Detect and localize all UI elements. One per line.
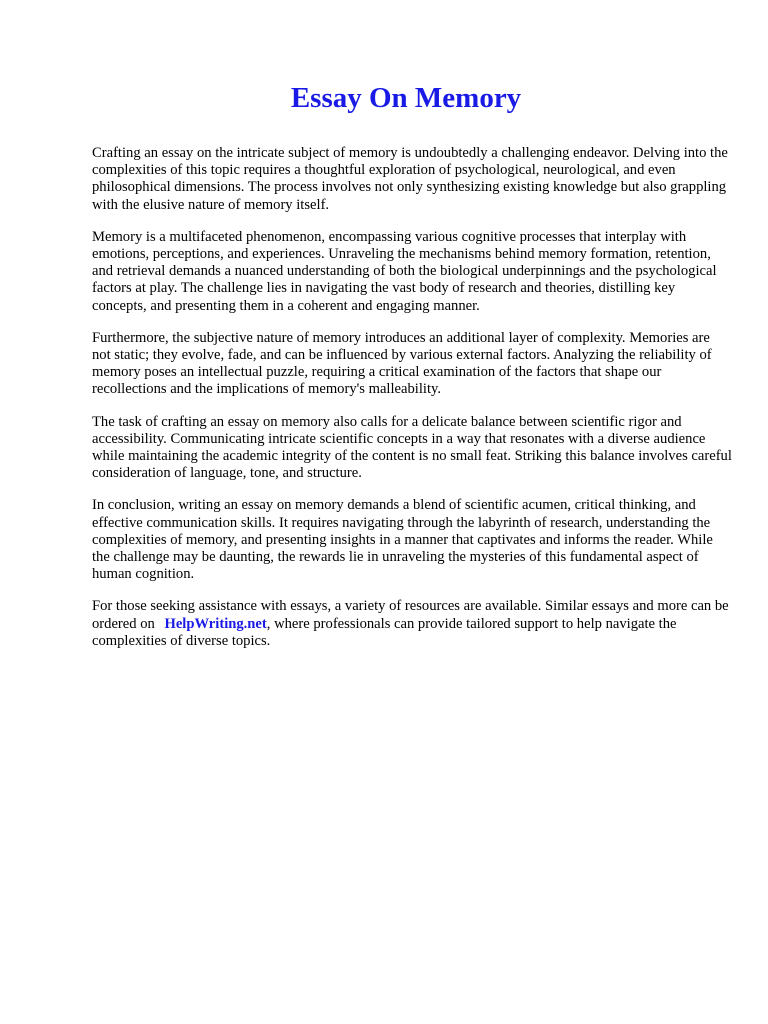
closing-text-after-link: , where professionals can provide tailored support to help navigate the complexities of diverse topics. [92,615,677,649]
helpwriting-link[interactable]: HelpWriting.net [164,615,267,632]
paragraph-1: Crafting an essay on the intricate subject of memory is undoubtedly a challenging endeavor. Delving into the complexities of this topic requires a thoughtful exploration of psychological, neurological, and even philosophical dimensions. The process involves not only synthesizing existing knowledge but also grappling with the elusive nature of memory itself. [92,145,728,213]
closing-paragraph [92,598,732,650]
paragraph-3: Furthermore, the subjective nature of memory introduces an additional layer of complexity. Memories are not static; they evolve, fade, and can be influenced by various external factors. Analyzing the reliability of memory poses an intellectual puzzle, requiring a critical examination of the factors that shape our recollections and the implications of memory's malleability. [92,329,712,398]
paragraph-5: In conclusion, writing an essay on memory demands a blend of scientific acumen, critical thinking, and effective communication skills. It requires navigating through the labyrinth of research, understanding the complexities of memory, and presenting insights in a manner that captivates and informs the reader. While the challenge may be daunting, the rewards lie in unraveling the mysteries of this fundamental aspect of human cognition. [92,497,713,583]
essay-body [92,145,732,665]
page-title: Essay On Memory [290,82,522,114]
closing-text-before-link: For those seeking assistance with essays, a variety of resources are available. Similar essays and more can be ordered on [92,598,729,632]
paragraph-2: Memory is a multifaceted phenomenon, encompassing various cognitive processes that interplay with emotions, perceptions, and experiences. Unraveling the mechanisms behind memory formation, retention, and retrieval demands a nuanced understanding of both the biological underpinnings and the psychological factors at play. The challenge lies in navigating the vast body of research and theories, distilling key concepts, and presenting them in a coherent and engaging manner. [92,228,717,314]
paragraph-4: The task of crafting an essay on memory also calls for a delicate balance between scientific rigor and accessibility. Communicating intricate scientific concepts in a way that resonates with a diverse audience while maintaining the academic integrity of the content is no small feat. Striking this balance involves careful consideration of language, tone, and structure. [92,413,732,482]
